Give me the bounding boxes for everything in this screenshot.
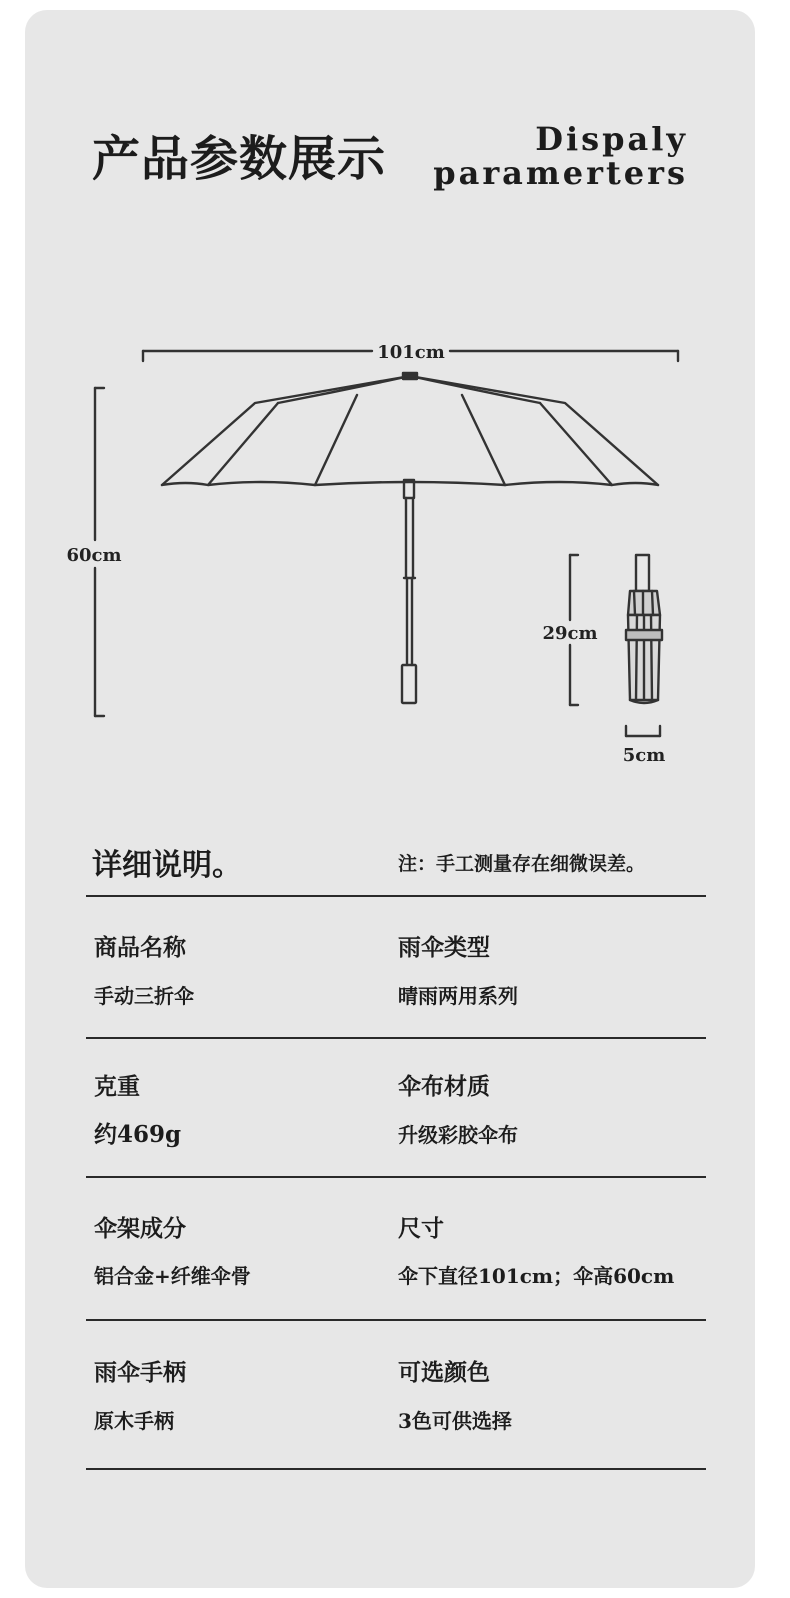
spec-label-weight: 克重 [94, 1073, 140, 1100]
spec-value-size: 伞下直径101cm；伞高60cm [398, 1264, 675, 1288]
spec-value-frame-material: 铝合金+纤维伞骨 [94, 1264, 251, 1288]
folded-umbrella-drawing [626, 555, 662, 703]
divider [86, 1176, 706, 1178]
spec-value-handle: 原木手柄 [94, 1409, 174, 1433]
spec-label-fabric-material: 伞布材质 [398, 1073, 490, 1100]
spec-label-frame-material: 伞架成分 [94, 1215, 186, 1242]
page-title-english-line2: paramerters [433, 154, 688, 192]
spec-label-size: 尺寸 [398, 1215, 444, 1242]
spec-value-fabric-material: 升级彩胶伞布 [398, 1123, 518, 1147]
folded-width-dimension-line [626, 726, 660, 736]
divider [86, 1037, 706, 1039]
spec-label-umbrella-type: 雨伞类型 [398, 934, 490, 961]
measurement-note: 注：手工测量存在细微误差。 [398, 853, 646, 875]
folded-height-label: 29cm [542, 623, 598, 644]
spec-value-product-name: 手动三折伞 [94, 984, 194, 1008]
spec-label-product-name: 商品名称 [94, 934, 186, 961]
spec-value-umbrella-type: 晴雨两用系列 [398, 984, 518, 1008]
details-title: 详细说明。 [92, 848, 242, 883]
divider [86, 1468, 706, 1470]
divider [86, 895, 706, 897]
folded-width-label: 5cm [622, 745, 666, 766]
page-title: 产品参数展示 [92, 131, 387, 187]
divider [86, 1319, 706, 1321]
page-title-english-line1: Dispaly [535, 120, 688, 158]
spec-label-handle: 雨伞手柄 [94, 1359, 186, 1386]
spec-value-colors: 3色可供选择 [398, 1409, 512, 1433]
open-umbrella-drawing [162, 373, 658, 703]
spec-label-colors: 可选颜色 [398, 1359, 490, 1386]
spec-value-weight: 约469g [94, 1121, 182, 1148]
width-label: 101cm [377, 342, 445, 363]
height-label: 60cm [66, 545, 122, 566]
